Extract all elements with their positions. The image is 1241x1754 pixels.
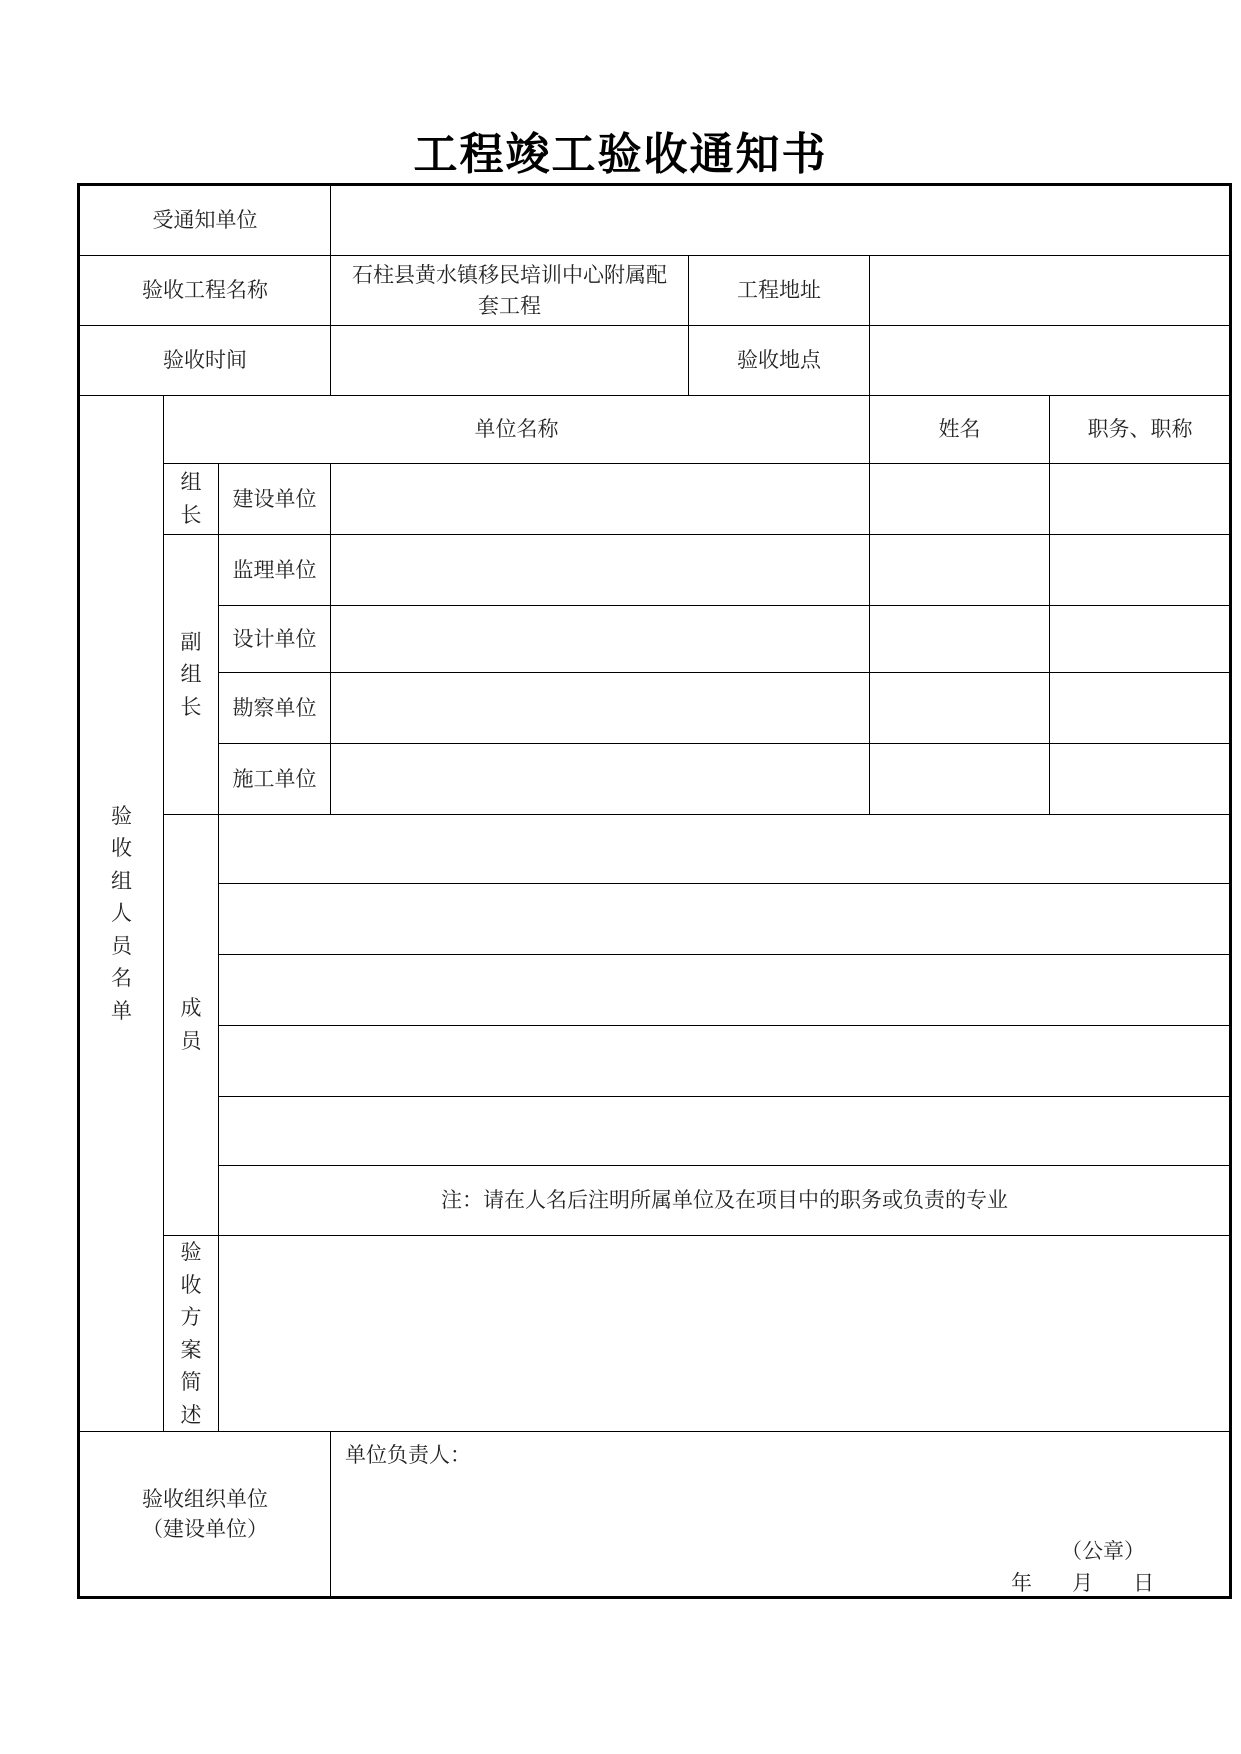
- group-section-label-text: 验收组人员名单: [111, 803, 132, 1023]
- plan-label: [164, 1236, 219, 1432]
- unit-value-contractor[interactable]: [331, 744, 870, 815]
- organizer-signature-cell[interactable]: [331, 1432, 1231, 1598]
- unit-label-contractor: 施工单位: [219, 744, 331, 815]
- unit-label-survey: 勘察单位: [219, 673, 331, 744]
- name-field-design[interactable]: [870, 606, 1050, 673]
- unit-value-supervision[interactable]: [331, 535, 870, 606]
- name-field-supervision[interactable]: [870, 535, 1050, 606]
- member-row-1[interactable]: [219, 815, 1231, 884]
- acceptance-place-field[interactable]: [870, 326, 1231, 396]
- unit-label-construction: 建设单位: [219, 464, 331, 535]
- member-row-2[interactable]: [219, 884, 1231, 955]
- unit-value-design[interactable]: [331, 606, 870, 673]
- date-label: 年 月 日: [1011, 1571, 1155, 1596]
- col-name-header: 姓名: [870, 396, 1050, 464]
- acceptance-time-label: 验收时间: [79, 326, 331, 396]
- project-name-label: 验收工程名称: [79, 256, 331, 326]
- unit-label-design: 设计单位: [219, 606, 331, 673]
- col-unit-name-header: 单位名称: [164, 396, 870, 464]
- col-position-header: 职务、职称: [1050, 396, 1231, 464]
- plan-content-field[interactable]: [219, 1236, 1231, 1432]
- notified-unit-label: 受通知单位: [79, 185, 331, 256]
- member-note: 注：请在人名后注明所属单位及在项目中的职务或负责的专业: [219, 1166, 1231, 1236]
- position-field-contractor[interactable]: [1050, 744, 1231, 815]
- member-row-4[interactable]: [219, 1026, 1231, 1097]
- leader-label-text: 组长: [180, 470, 202, 527]
- name-field-contractor[interactable]: [870, 744, 1050, 815]
- deputy-leader-label-text: 副组长: [180, 629, 202, 719]
- project-address-field[interactable]: [870, 256, 1231, 326]
- acceptance-time-field[interactable]: [331, 326, 689, 396]
- position-field-supervision[interactable]: [1050, 535, 1231, 606]
- deputy-leader-label: [164, 535, 219, 815]
- official-seal-label: （公章）: [1061, 1539, 1146, 1564]
- member-label: [164, 815, 219, 1236]
- responsible-person-label: 单位负责人：: [345, 1443, 472, 1468]
- project-name-field[interactable]: 石柱县黄水镇移民培训中心附属配套工程: [331, 256, 689, 326]
- project-address-label: 工程地址: [689, 256, 870, 326]
- acceptance-place-label: 验收地点: [689, 326, 870, 396]
- organizer-label-line1: 验收组织单位: [142, 1486, 269, 1511]
- organizer-label-line2: （建设单位）: [142, 1517, 269, 1542]
- unit-value-construction[interactable]: [331, 464, 870, 535]
- member-label-text: 成员: [180, 996, 202, 1053]
- plan-label-text: 验收方案简述: [180, 1240, 202, 1427]
- position-field-construction[interactable]: [1050, 464, 1231, 535]
- position-field-survey[interactable]: [1050, 673, 1231, 744]
- notified-unit-field[interactable]: [331, 185, 1231, 256]
- name-field-survey[interactable]: [870, 673, 1050, 744]
- unit-value-survey[interactable]: [331, 673, 870, 744]
- organizer-label: [79, 1432, 331, 1598]
- member-row-5[interactable]: [219, 1097, 1231, 1166]
- acceptance-notice-form: [77, 183, 1232, 1599]
- name-field-construction[interactable]: [870, 464, 1050, 535]
- position-field-design[interactable]: [1050, 606, 1231, 673]
- document-title: 工程竣工验收通知书: [413, 129, 828, 180]
- leader-label: [164, 464, 219, 535]
- unit-label-supervision: 监理单位: [219, 535, 331, 606]
- group-section-label: [79, 396, 164, 1432]
- member-row-3[interactable]: [219, 955, 1231, 1026]
